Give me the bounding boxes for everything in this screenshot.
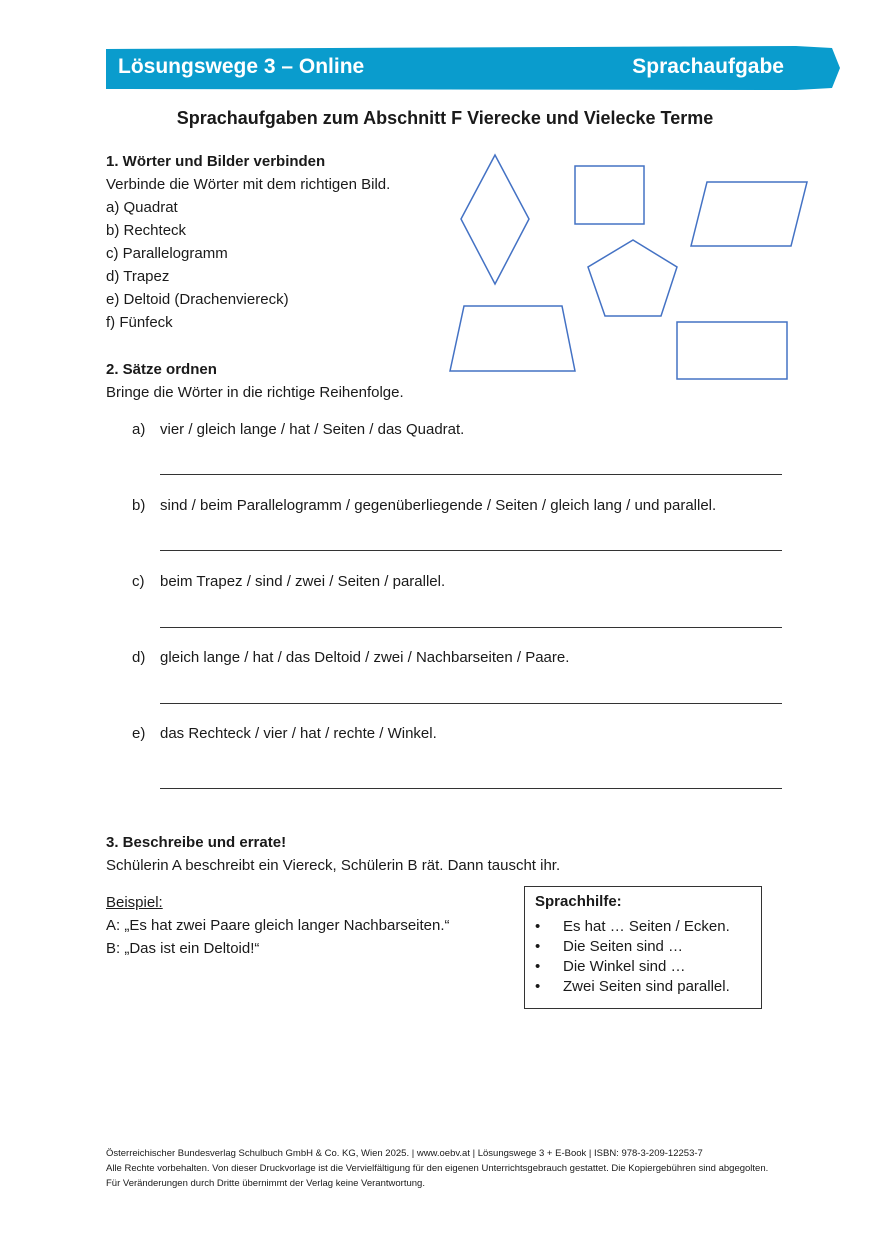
footer-disclaimer: Für Veränderungen durch Dritte übernimmt der Verlag keine Verantwortung. [106, 1178, 425, 1189]
answer-line-a[interactable] [160, 474, 782, 475]
sentence-text: sind / beim Parallelogramm / gegenüberliegende / Seiten / gleich lang / und parallel. [160, 497, 717, 514]
task1-item: d) Trapez [106, 268, 170, 285]
example-line-b: B: „Das ist ein Deltoid!“ [106, 940, 260, 957]
help-item-text: Die Winkel sind … [563, 958, 686, 975]
trapezoid-shape [450, 306, 575, 371]
help-title: Sprachhilfe: [535, 893, 622, 910]
sentence-letter: b) [132, 497, 146, 514]
help-item-text: Zwei Seiten sind parallel. [563, 978, 730, 995]
task1-heading: 1. Wörter und Bilder verbinden [106, 153, 326, 170]
page-title: Sprachaufgaben zum Abschnitt F Vierecke und Vielecke Terme [176, 108, 714, 128]
task1-item: c) Parallelogramm [106, 245, 228, 262]
sentence-text: beim Trapez / sind / zwei / Seiten / parallel. [160, 573, 446, 590]
task1-item: b) Rechteck [106, 222, 187, 239]
task3-heading: 3. Beschreibe und errate! [106, 834, 287, 851]
answer-line-b[interactable] [160, 550, 782, 551]
help-item-text: Die Seiten sind … [563, 938, 684, 955]
sentence-letter: e) [132, 725, 146, 742]
bullet-icon: • [535, 938, 541, 955]
answer-line-d[interactable] [160, 703, 782, 704]
sentence-letter: c) [132, 573, 145, 590]
parallelogram-shape [691, 182, 807, 246]
task1-instruction: Verbinde die Wörter mit dem richtigen Bild. [106, 176, 391, 193]
bullet-icon: • [535, 918, 541, 935]
example-label: Beispiel: [106, 894, 163, 911]
sentence-text: das Rechteck / vier / hat / rechte / Winkel. [160, 725, 437, 742]
task2-heading: 2. Sätze ordnen [106, 361, 217, 378]
sentence-letter: a) [132, 421, 146, 438]
example-line-a: A: „Es hat zwei Paare gleich langer Nachbarseiten.“ [106, 917, 450, 934]
task1-item: e) Deltoid (Drachenviereck) [106, 291, 289, 308]
help-item-text: Es hat … Seiten / Ecken. [563, 918, 730, 935]
bullet-icon: • [535, 978, 541, 995]
square-shape [575, 166, 644, 224]
sentence-letter: d) [132, 649, 146, 666]
answer-line-c[interactable] [160, 627, 782, 628]
deltoid-shape [461, 155, 529, 284]
answer-line-e[interactable] [160, 788, 782, 789]
task2-instruction: Bringe die Wörter in die richtige Reihenfolge. [106, 384, 404, 401]
task1-item: a) Quadrat [106, 199, 178, 216]
footer-publisher: Österreichischer Bundesverlag Schulbuch GmbH & Co. KG, Wien 2025. | www.oebv.at | Lösungswege 3 + E-Book | ISBN: 978-3-209-12253-7 [106, 1148, 703, 1159]
bullet-icon: • [535, 958, 541, 975]
header-banner [106, 46, 846, 90]
sentence-text: vier / gleich lange / hat / Seiten / das Quadrat. [160, 421, 465, 438]
banner-category: Sprachaufgabe [632, 55, 784, 78]
sentence-text: gleich lange / hat / das Deltoid / zwei / Nachbarseiten / Paare. [160, 649, 570, 666]
rectangle-shape [677, 322, 787, 379]
shapes-figure [440, 145, 820, 390]
task3-instruction: Schülerin A beschreibt ein Viereck, Schülerin B rät. Dann tauscht ihr. [106, 857, 561, 874]
banner-title: Lösungswege 3 – Online [118, 55, 365, 78]
pentagon-shape [588, 240, 677, 316]
language-help-box [524, 886, 762, 1009]
task1-item: f) Fünfeck [106, 314, 173, 331]
footer-rights: Alle Rechte vorbehalten. Von dieser Druckvorlage ist die Vervielfältigung für den eigenen Unterrichtsgebrauch gestattet. Die Kopiergebühren sind abgegolten. [106, 1163, 769, 1174]
